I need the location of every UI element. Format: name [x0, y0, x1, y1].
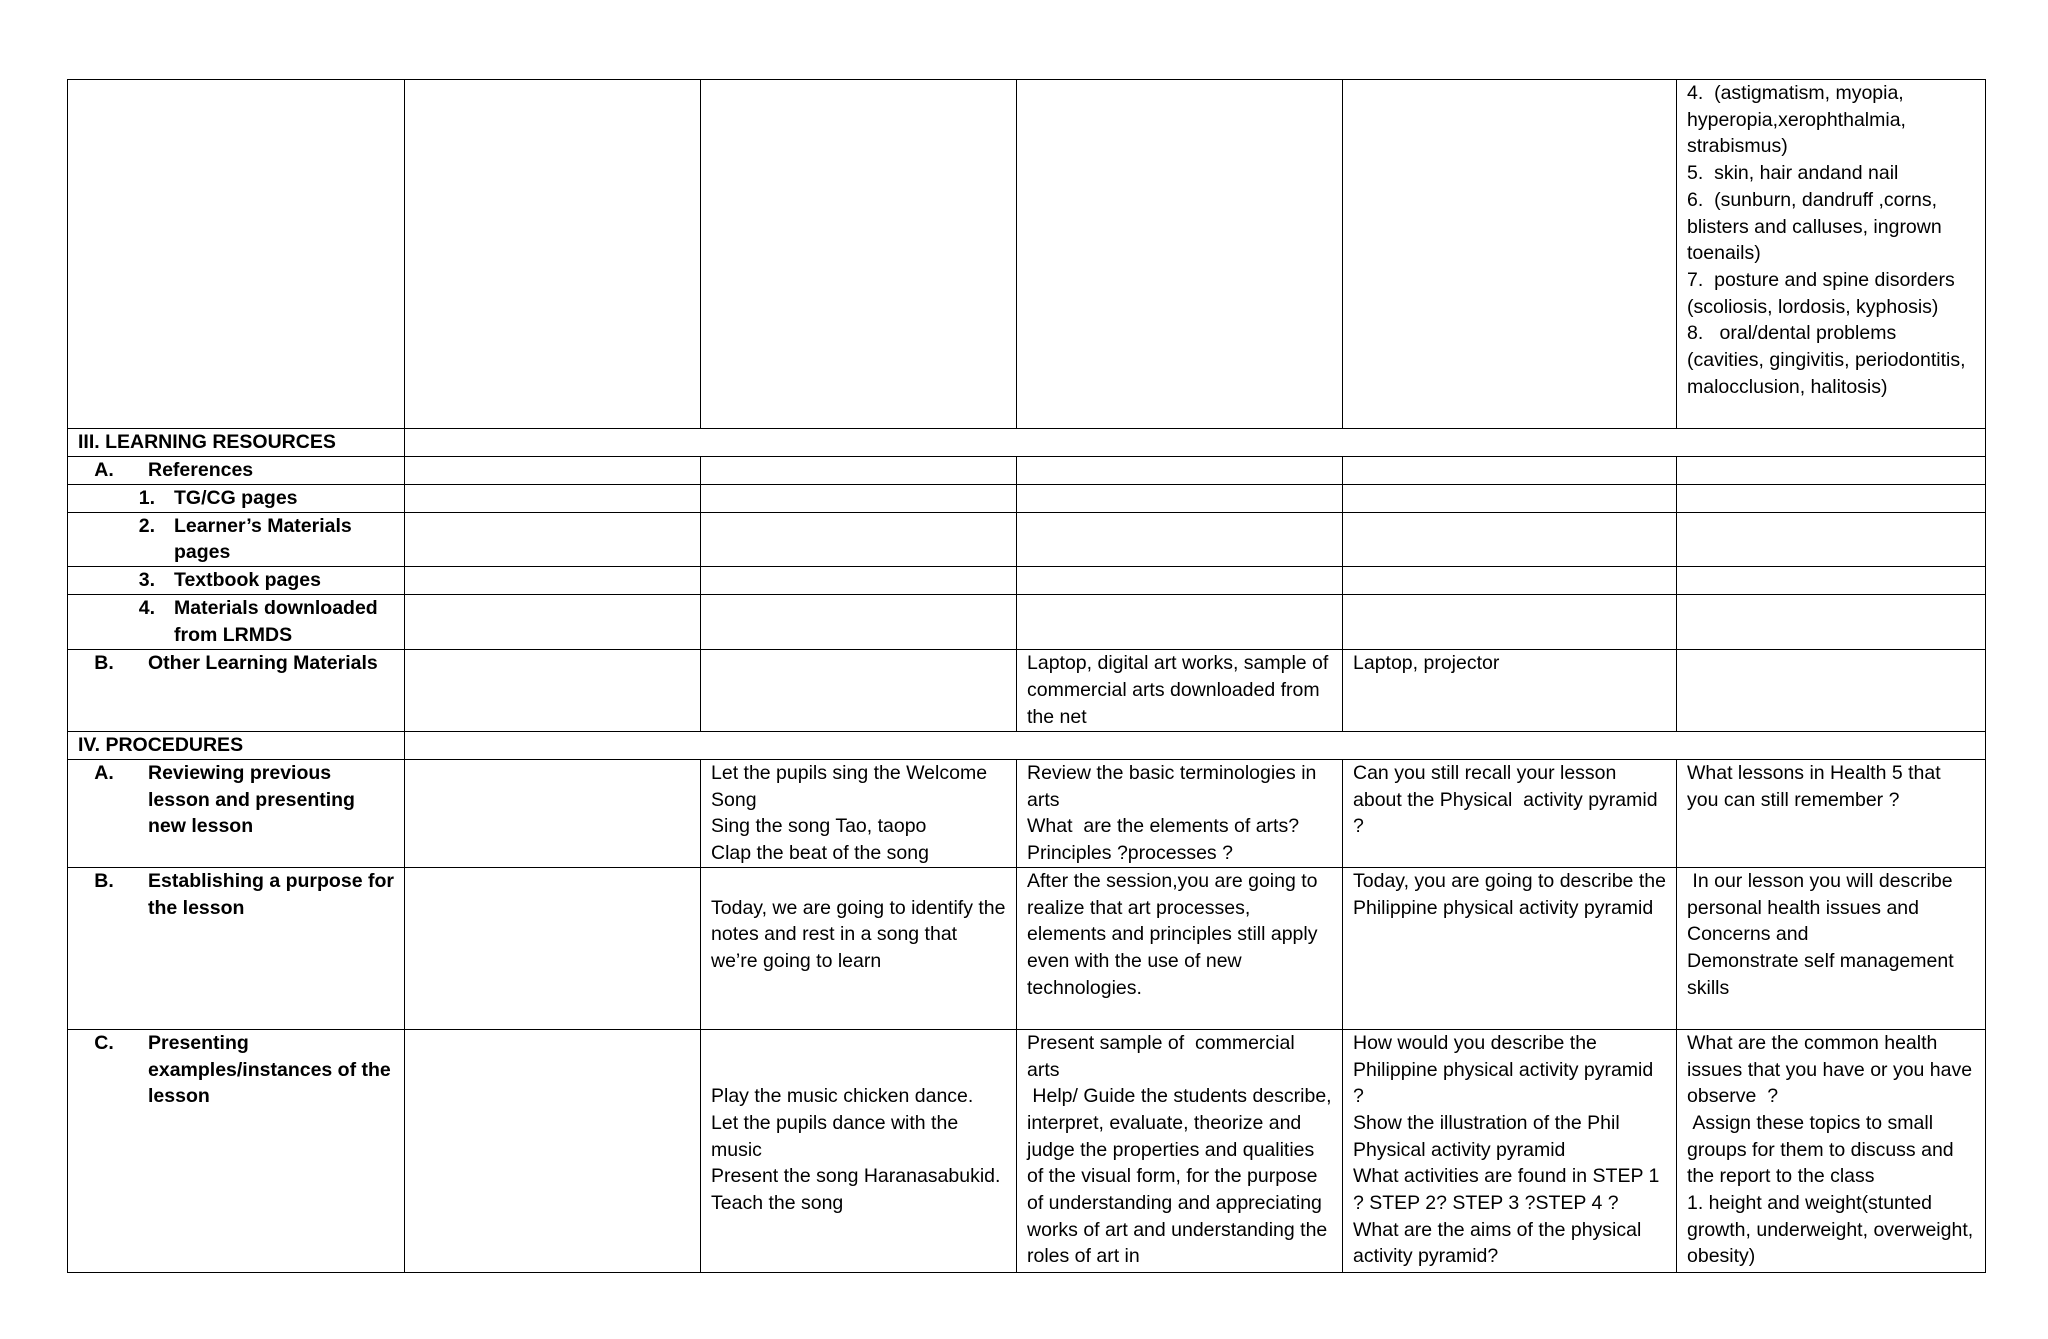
section-heading-row — [68, 732, 1986, 760]
other-materials-col4: Laptop, digital art works, sample of commercial arts downloaded from the net — [1017, 650, 1343, 732]
row-marker: A. — [94, 458, 114, 481]
list-item: 4. (astigmatism, myopia, hyperopia,xerophthalmia, strabismus) — [1687, 82, 1912, 158]
row-label: Materials downloaded from LRMDS — [174, 597, 378, 646]
table-row — [68, 567, 1986, 595]
list-item: 6. (sunburn, dandruff ,corns, blisters and calluses, ingrown toenails) — [1687, 188, 1948, 265]
row-marker: B. — [94, 652, 114, 675]
procedure-cell: Let the pupils sing the Welcome Song Sing the song Tao, taopo Clap the beat of the song — [701, 759, 1017, 867]
row-label: Learner’s Materials pages — [174, 514, 352, 564]
row-marker: 2. — [138, 514, 155, 537]
row-label: Textbook pages — [174, 569, 322, 592]
procedure-cell: After the session,you are going to realize that art processes, elements and principles still apply even with the use of new technologies. — [1017, 867, 1343, 1029]
table-row — [68, 456, 1986, 484]
table-row — [68, 512, 1986, 566]
row-marker: 1. — [138, 486, 155, 509]
row-label: Reviewing previous lesson and presenting new lesson — [148, 761, 355, 838]
procedure-cell: Review the basic terminologies in arts What are the elements of arts? Principles ?processes ? — [1017, 759, 1343, 867]
procedure-cell: Today, you are going to describe the Philippine physical activity pyramid — [1343, 867, 1677, 1029]
procedure-cell: Play the music chicken dance. Let the pupils dance with the music Present the song Haranasabukid. Teach the song — [701, 1029, 1017, 1272]
section-heading-row — [68, 429, 1986, 457]
table-row — [68, 595, 1986, 650]
health-issues-list-cell — [1677, 80, 1986, 429]
procedure-cell: Today, we are going to identify the notes and rest in a song that we’re going to learn — [701, 867, 1017, 1029]
row-label: Establishing a purpose for the lesson — [148, 869, 394, 919]
table-row — [68, 759, 1986, 867]
procedure-cell: How would you describe the Philippine physical activity pyramid ? Show the illustration of the Phil Physical activity pyramid What activities are found in STEP 1 ? STEP 2? STEP 3 ?STEP 4 ? What are the aims of the physical activity pyramid? — [1343, 1029, 1677, 1272]
procedure-cell: What are the common health issues that you have or you have observe ? Assign these topics to small groups for them to discuss and the report to the class 1. height and weight(stunted growth, underweight, overweight, obesity) — [1677, 1029, 1986, 1272]
procedure-cell: In our lesson you will describe personal health issues and Concerns and Demonstrate self management skills — [1677, 867, 1986, 1029]
row-label: TG/CG pages — [174, 486, 298, 509]
list-item: 7. posture and spine disorders (scoliosis, lordosis, kyphosis) — [1687, 268, 1961, 318]
row-marker: C. — [94, 1031, 114, 1054]
table-row — [68, 867, 1986, 1029]
table-row — [68, 650, 1986, 732]
lesson-plan-table — [67, 79, 1986, 1273]
row-label: Other Learning Materials — [148, 652, 378, 675]
procedure-cell: Can you still recall your lesson about the Physical activity pyramid ? — [1343, 759, 1677, 867]
list-item: 8. oral/dental problems (cavities, gingivitis, periodontitis, malocclusion, halitosis) — [1687, 322, 1971, 398]
row-marker: 4. — [138, 597, 155, 620]
other-materials-col3 — [701, 650, 1017, 732]
procedure-cell: Present sample of commercial arts Help/ Guide the students describe, interpret, evaluate, theorize and judge the properties and qualities of the visual form, for the purpose of understanding and appreciating works of art and understanding the roles of art in — [1017, 1029, 1343, 1272]
table-row — [68, 1029, 1986, 1272]
procedure-cell: What lessons in Health 5 that you can still remember ? — [1677, 759, 1986, 867]
row-marker: A. — [94, 761, 114, 784]
procedures-heading: IV. PROCEDURES — [68, 732, 405, 760]
other-materials-col5: Laptop, projector — [1343, 650, 1677, 732]
row-marker: 3. — [138, 569, 155, 592]
other-materials-col6 — [1677, 650, 1986, 732]
row-label: Presenting examples/instances of the lesson — [148, 1031, 391, 1108]
learning-resources-heading: III. LEARNING RESOURCES — [68, 429, 405, 457]
table-row — [68, 484, 1986, 512]
row-label: References — [148, 458, 254, 481]
table-row — [68, 80, 1986, 429]
row-marker: B. — [94, 869, 114, 892]
list-item: 5. skin, hair andand nail — [1687, 162, 1899, 185]
